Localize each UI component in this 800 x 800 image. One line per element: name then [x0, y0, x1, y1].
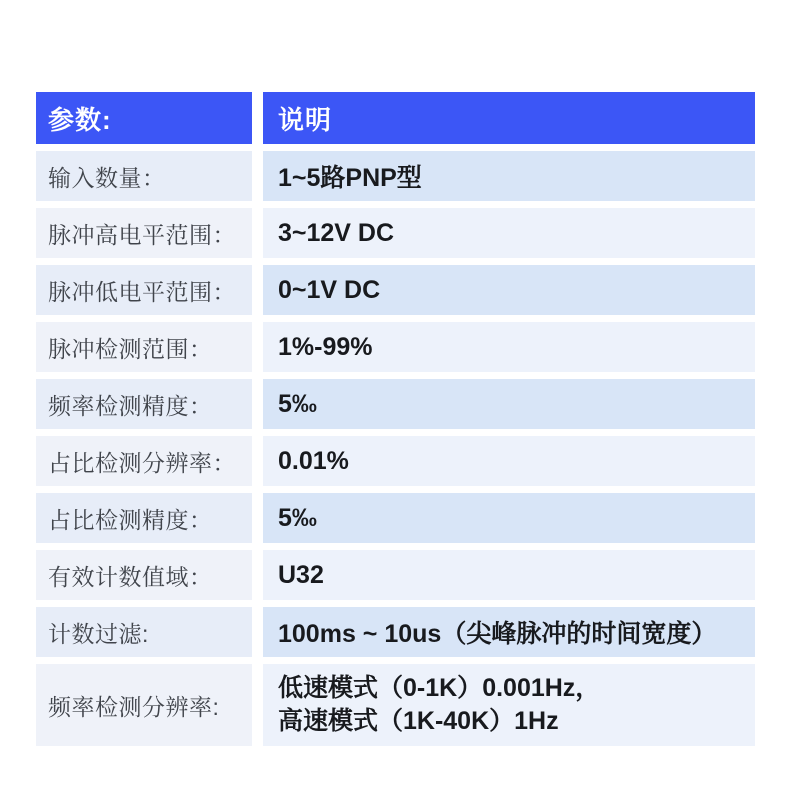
- row-label-cell: 频率检测精度：: [36, 379, 252, 429]
- row-value-cell: 100ms ~ 10us（尖峰脉冲的时间宽度）: [263, 607, 755, 657]
- table-row: [36, 664, 755, 746]
- header-desc-cell: 说明: [263, 92, 755, 144]
- row-value-cell: 0~1V DC: [263, 265, 755, 315]
- row-value-cell: 1~5路PNP型: [263, 151, 755, 201]
- value-line-1: 低速模式（0-1K）0.001Hz，: [278, 674, 601, 702]
- value-line-2: 高速模式（1K-40K）1Hz: [278, 707, 559, 735]
- table-row: [36, 379, 755, 429]
- table-row: [36, 265, 755, 315]
- row-label-cell: 频率检测分辨率:: [36, 664, 252, 746]
- table-row: [36, 151, 755, 201]
- spec-table: [36, 92, 755, 753]
- row-value-cell: [263, 664, 755, 746]
- table-row: [36, 322, 755, 372]
- table-body: [36, 151, 755, 746]
- table-row: [36, 550, 755, 600]
- header-param-cell: 参数:: [36, 92, 252, 144]
- row-value-cell: 5‰: [263, 493, 755, 543]
- row-value-cell: 3~12V DC: [263, 208, 755, 258]
- row-value-cell: 1%-99%: [263, 322, 755, 372]
- table-header-row: [36, 92, 755, 144]
- table-row: [36, 607, 755, 657]
- row-value-cell: 0.01%: [263, 436, 755, 486]
- row-label-cell: 脉冲低电平范围：: [36, 265, 252, 315]
- row-label-cell: 脉冲检测范围：: [36, 322, 252, 372]
- table-row: [36, 493, 755, 543]
- table-row: [36, 208, 755, 258]
- row-label-cell: 占比检测精度：: [36, 493, 252, 543]
- table-row: [36, 436, 755, 486]
- row-label-cell: 有效计数值域：: [36, 550, 252, 600]
- row-label-cell: 占比检测分辨率：: [36, 436, 252, 486]
- row-label-cell: 脉冲高电平范围：: [36, 208, 252, 258]
- row-value-cell: U32: [263, 550, 755, 600]
- row-label-cell: 计数过滤:: [36, 607, 252, 657]
- row-label-cell: 输入数量：: [36, 151, 252, 201]
- row-value-cell: 5‰: [263, 379, 755, 429]
